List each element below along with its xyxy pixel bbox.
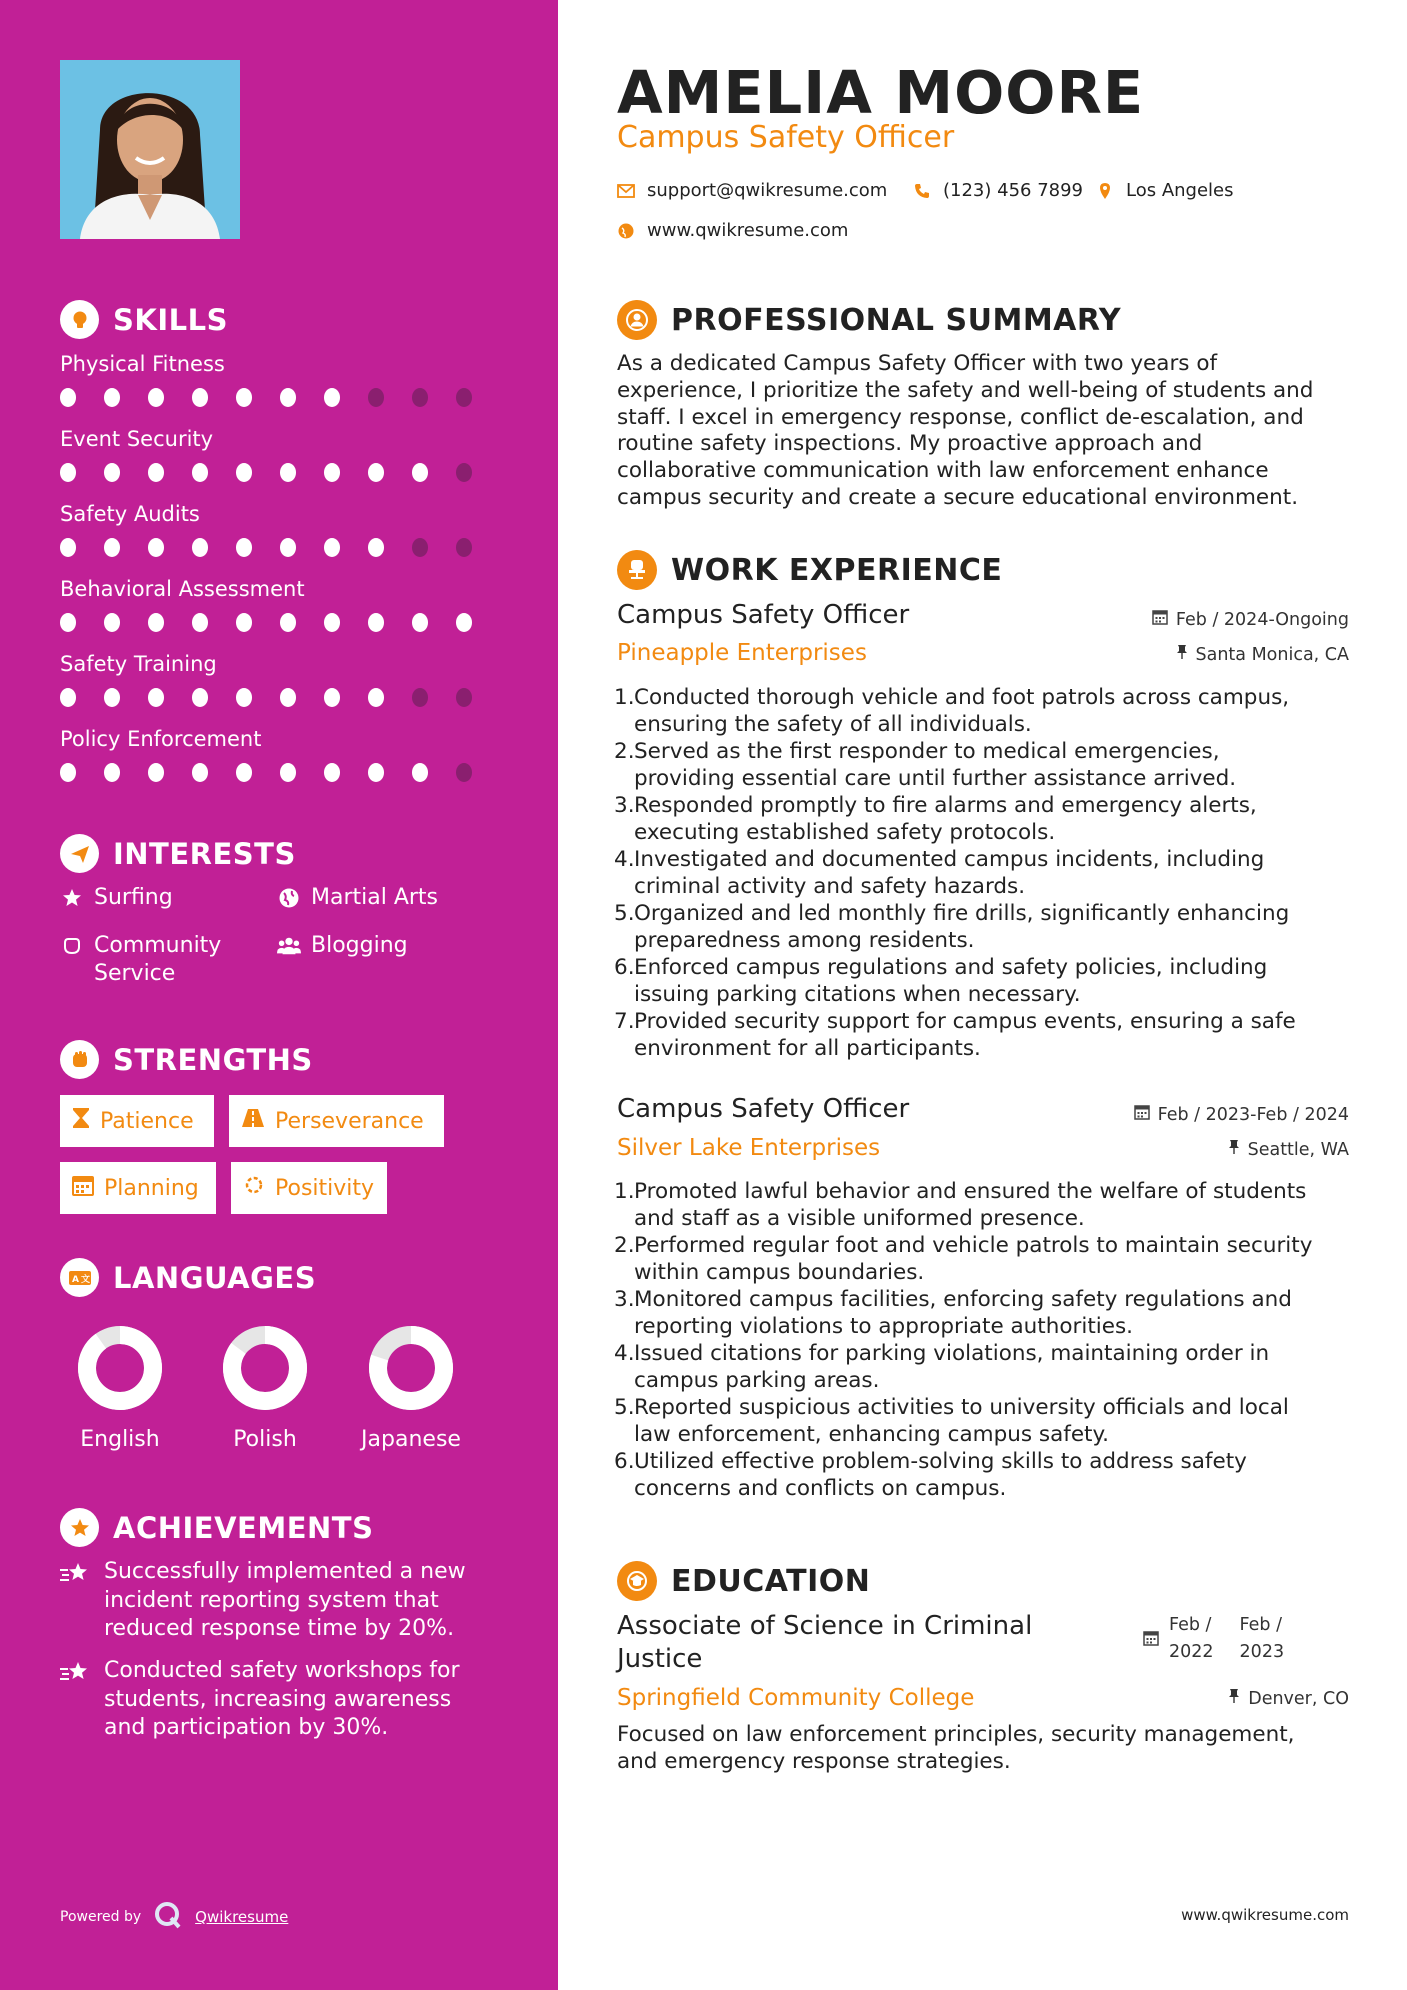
duty-line: Investigated and documented campus incidents, including <box>634 847 1265 872</box>
rating-dot-filled <box>148 463 164 482</box>
skills-heading-text: SKILLS <box>113 302 228 337</box>
duty-line: campus parking areas. <box>634 1368 880 1393</box>
rating-dot-filled <box>148 388 164 407</box>
language-item <box>351 1325 471 1452</box>
footer-url[interactable]: www.qwikresume.com <box>1181 1906 1349 1924</box>
achievement-line: Conducted safety workshops for <box>104 1658 460 1683</box>
duty-line: Conducted thorough vehicle and foot patrols across campus, <box>634 685 1290 710</box>
calendar-icon <box>1143 1628 1159 1666</box>
education-description <box>617 1722 1357 1776</box>
interests-heading-text: INTERESTS <box>113 836 296 871</box>
rating-dot-filled <box>104 388 120 407</box>
graduation-icon <box>617 1561 657 1601</box>
summary-line: campus security and create a secure educational environment. <box>617 484 1299 510</box>
pushpin-icon <box>1176 644 1188 665</box>
achievement-line: students, increasing awareness <box>104 1686 452 1712</box>
donut-fill <box>87 1335 153 1401</box>
skill-name: Policy Enforcement <box>60 727 262 751</box>
skill-item <box>60 499 500 559</box>
duty-line: concerns and conflicts on campus. <box>634 1476 1007 1501</box>
rating-dot-filled <box>280 463 296 482</box>
user-icon <box>617 300 657 340</box>
skill-rating <box>60 610 500 634</box>
duty-item <box>634 954 1362 1008</box>
language-proficiency-donut <box>60 1325 180 1411</box>
job-title: Campus Safety Officer <box>617 1094 910 1124</box>
duty-line: law enforcement, enhancing campus safety. <box>634 1422 1109 1447</box>
skill-name: Physical Fitness <box>60 352 225 376</box>
duty-item <box>634 1448 1362 1502</box>
svg-text:A: A <box>71 1274 79 1285</box>
job-duties <box>612 684 1362 1062</box>
strength-label: Patience <box>100 1108 194 1134</box>
phone-contact[interactable] <box>913 180 1083 201</box>
profile-photo <box>60 60 240 239</box>
sun-icon <box>243 1174 265 1202</box>
skill-name: Safety Training <box>60 652 217 676</box>
qwikresume-logo-icon <box>153 1900 183 1934</box>
job-dates <box>1134 1104 1349 1125</box>
skills-heading <box>60 300 228 339</box>
interest-label-line1: Community <box>94 933 222 958</box>
rating-dot-empty <box>456 763 472 782</box>
rating-dot-filled <box>324 763 340 782</box>
rating-dot-filled <box>368 463 384 482</box>
rating-dot-filled <box>60 538 76 557</box>
rating-dot-filled <box>148 613 164 632</box>
education-heading-text: EDUCATION <box>671 1563 871 1599</box>
rating-dot-filled <box>192 763 208 782</box>
duty-line: reporting violations to appropriate authorities. <box>634 1314 1133 1339</box>
rating-dot-empty <box>456 388 472 407</box>
duty-line: Provided security support for campus events, ensuring a safe <box>634 1009 1296 1034</box>
rating-dot-filled <box>280 613 296 632</box>
achievement-line: reduced response time by 20%. <box>104 1616 455 1641</box>
rating-dot-filled <box>324 613 340 632</box>
rating-dot-filled <box>324 388 340 407</box>
email-contact[interactable] <box>617 180 887 201</box>
skill-rating <box>60 535 500 559</box>
rating-dot-filled <box>412 463 428 482</box>
skill-rating <box>60 385 500 409</box>
skill-name: Event Security <box>60 427 214 451</box>
experience-heading-text: WORK EXPERIENCE <box>671 552 1003 588</box>
duty-item <box>634 1178 1362 1232</box>
strength-badge <box>231 1162 387 1214</box>
strength-label: Planning <box>104 1175 199 1201</box>
rating-dot-filled <box>104 538 120 557</box>
language-name: Japanese <box>361 1427 461 1452</box>
strength-badge <box>60 1162 216 1214</box>
duty-line: executing established safety protocols. <box>634 820 1056 845</box>
job-location-text: Seattle, WA <box>1247 1139 1349 1160</box>
rating-dot-filled <box>104 688 120 707</box>
duty-line: Reported suspicious activities to university officials and local <box>634 1395 1289 1420</box>
job-dates <box>1152 609 1349 630</box>
duty-line: Served as the first responder to medical emergencies, <box>634 739 1220 764</box>
languages-heading-text: LANGUAGES <box>113 1260 317 1295</box>
summary-line: collaborative communication with law enforcement enhance <box>617 458 1269 484</box>
duty-item <box>634 684 1362 738</box>
degree-title <box>617 1610 1032 1676</box>
education-line: and emergency response strategies. <box>617 1748 1011 1774</box>
duty-line: preparedness among residents. <box>634 928 975 953</box>
rating-dot-empty <box>412 388 428 407</box>
rating-dot-filled <box>104 613 120 632</box>
rating-dot-filled <box>236 538 252 557</box>
duty-item <box>634 1008 1362 1062</box>
duty-item <box>634 738 1362 792</box>
rating-dot-filled <box>192 688 208 707</box>
rating-dot-filled <box>236 388 252 407</box>
website-contact[interactable] <box>617 220 848 241</box>
website-text: www.qwikresume.com <box>647 220 849 241</box>
powered-by <box>60 1900 288 1934</box>
strength-badge <box>229 1095 444 1147</box>
duty-item <box>634 1394 1362 1448</box>
duty-item <box>634 1232 1362 1286</box>
rating-dot-filled <box>192 613 208 632</box>
rating-dot-filled <box>324 688 340 707</box>
svg-text:文: 文 <box>80 1274 91 1285</box>
email-text: support@qwikresume.com <box>647 180 888 201</box>
strengths-heading-text: STRENGTHS <box>113 1042 313 1077</box>
job-company: Silver Lake Enterprises <box>617 1135 881 1161</box>
rating-dot-empty <box>368 388 384 407</box>
rating-dot-filled <box>104 763 120 782</box>
interests-heading <box>60 834 296 873</box>
interest-item <box>277 884 438 912</box>
rating-dot-filled <box>368 613 384 632</box>
rating-dot-empty <box>412 688 428 707</box>
rating-dot-empty <box>456 688 472 707</box>
skill-item <box>60 424 500 484</box>
languages-heading <box>60 1258 316 1297</box>
trophy-star-icon <box>60 1508 99 1547</box>
job-location <box>1176 644 1350 665</box>
rating-dot-filled <box>412 763 428 782</box>
duty-line: criminal activity and safety hazards. <box>634 874 1026 899</box>
lightbulb-icon <box>60 300 99 339</box>
job-duties <box>612 1178 1362 1502</box>
rating-dot-filled <box>60 688 76 707</box>
degree-line: Justice <box>617 1644 703 1674</box>
duty-line: ensuring the safety of all individuals. <box>634 712 1032 737</box>
education-location <box>1228 1688 1349 1709</box>
rating-dot-filled <box>192 538 208 557</box>
achievement-text <box>104 1558 466 1644</box>
duty-line: Promoted lawful behavior and ensured the welfare of students <box>634 1179 1307 1204</box>
rating-dot-filled <box>280 538 296 557</box>
candidate-role: Campus Safety Officer <box>617 120 955 155</box>
duty-line: Performed regular foot and vehicle patrols to maintain security <box>634 1233 1313 1258</box>
school-name: Springfield Community College <box>617 1685 975 1711</box>
strength-label: Perseverance <box>275 1108 424 1134</box>
duty-item <box>634 1340 1362 1394</box>
duty-line: issuing parking citations when necessary. <box>634 982 1081 1007</box>
summary-line: routine safety inspections. My proactive approach and <box>617 431 1203 457</box>
date-line: 2023 <box>1239 1642 1285 1662</box>
education-dates <box>1143 1612 1284 1666</box>
date-line: Feb / <box>1169 1615 1212 1635</box>
rating-dot-filled <box>236 688 252 707</box>
duty-line: Utilized effective problem-solving skills to address safety <box>634 1449 1247 1474</box>
qwikresume-link[interactable]: Qwikresume <box>195 1908 289 1926</box>
job-title: Campus Safety Officer <box>617 600 910 630</box>
degree-line: Associate of Science in Criminal <box>617 1611 1033 1641</box>
star-icon <box>60 884 84 912</box>
summary-line: staff. I excel in emergency response, conflict de-escalation, and <box>617 404 1304 430</box>
achievement-line: and participation by 30%. <box>104 1715 389 1740</box>
language-proficiency-donut <box>205 1325 325 1411</box>
pushpin-icon <box>1228 1688 1240 1709</box>
rating-dot-filled <box>148 688 164 707</box>
map-pin-icon <box>1096 182 1114 200</box>
duty-line: Monitored campus facilities, enforcing safety regulations and <box>634 1287 1292 1312</box>
envelope-icon <box>617 182 635 200</box>
interest-item <box>60 932 221 988</box>
calendar-icon <box>1134 1104 1150 1125</box>
rating-dot-filled <box>280 688 296 707</box>
rating-dot-empty <box>412 538 428 557</box>
rating-dot-filled <box>104 463 120 482</box>
duty-line: environment for all participants. <box>634 1036 981 1061</box>
education-location-text: Denver, CO <box>1248 1688 1349 1709</box>
hand-icon <box>60 932 84 960</box>
paper-plane-icon <box>60 834 99 873</box>
rating-dot-filled <box>148 538 164 557</box>
strengths-heading <box>60 1040 313 1079</box>
rating-dot-filled <box>280 763 296 782</box>
achievement-line: incident reporting system that <box>104 1587 439 1613</box>
rating-dot-filled <box>236 763 252 782</box>
interest-label-line2: Service <box>94 961 176 986</box>
interest-label: Martial Arts <box>311 885 439 910</box>
interest-item <box>277 932 408 960</box>
skill-item <box>60 574 500 634</box>
pushpin-icon <box>1228 1139 1240 1160</box>
achievements-heading-text: ACHIEVEMENTS <box>113 1510 374 1545</box>
users-icon <box>277 932 301 960</box>
duty-line: within campus boundaries. <box>634 1260 925 1285</box>
powered-by-text: Powered by <box>60 1909 142 1925</box>
hourglass-icon <box>72 1107 90 1135</box>
interest-label: Surfing <box>94 885 173 910</box>
globe-icon <box>617 222 635 240</box>
rating-dot-filled <box>60 613 76 632</box>
duty-item <box>634 792 1362 846</box>
job-location-text: Santa Monica, CA <box>1195 644 1349 665</box>
summary-heading-text: PROFESSIONAL SUMMARY <box>671 302 1122 338</box>
rating-dot-filled <box>60 463 76 482</box>
experience-heading <box>617 550 1002 590</box>
rating-dot-filled <box>368 538 384 557</box>
summary-line: As a dedicated Campus Safety Officer with two years of <box>617 351 1218 376</box>
duty-line: Issued citations for parking violations, maintaining order in <box>634 1341 1270 1366</box>
duty-item <box>634 846 1362 900</box>
calendar-icon <box>1152 609 1168 630</box>
skill-item <box>60 724 500 784</box>
location-text: Los Angeles <box>1126 180 1234 201</box>
skill-name: Behavioral Assessment <box>60 577 305 601</box>
duty-line: Responded promptly to fire alarms and emergency alerts, <box>634 793 1257 818</box>
rating-dot-filled <box>192 388 208 407</box>
shooting-star-icon <box>60 1558 92 1644</box>
rating-dot-filled <box>368 688 384 707</box>
rating-dot-filled <box>324 538 340 557</box>
language-name: English <box>80 1427 160 1452</box>
interest-label <box>94 932 221 988</box>
language-proficiency-donut <box>351 1325 471 1411</box>
date-line: Feb / <box>1239 1615 1282 1635</box>
language-name: Polish <box>233 1427 297 1452</box>
achievement-text <box>104 1657 460 1743</box>
achievement-line: Successfully implemented a new <box>104 1559 466 1584</box>
rating-dot-filled <box>60 763 76 782</box>
strength-label: Positivity <box>275 1175 375 1201</box>
rating-dot-filled <box>412 613 428 632</box>
duty-item <box>634 900 1362 954</box>
rating-dot-filled <box>60 388 76 407</box>
duty-line: Organized and led monthly fire drills, significantly enhancing <box>634 901 1290 926</box>
skill-rating <box>60 685 500 709</box>
duty-line: providing essential care until further assistance arrived. <box>634 766 1237 791</box>
education-start-date <box>1169 1612 1214 1666</box>
rating-dot-empty <box>456 463 472 482</box>
rating-dot-empty <box>456 538 472 557</box>
translate-icon <box>60 1258 99 1297</box>
shooting-star-icon <box>60 1657 92 1743</box>
skill-item <box>60 349 500 409</box>
achievements-heading <box>60 1508 373 1547</box>
achievement-item <box>60 1657 500 1743</box>
date-line: 2022 <box>1169 1642 1214 1662</box>
rating-dot-filled <box>280 388 296 407</box>
duty-item <box>634 1286 1362 1340</box>
job-location <box>1228 1139 1349 1160</box>
skill-item <box>60 649 500 709</box>
rating-dot-filled <box>148 763 164 782</box>
language-item <box>60 1325 180 1452</box>
job-company: Pineapple Enterprises <box>617 640 867 666</box>
rating-dot-filled <box>236 613 252 632</box>
education-heading <box>617 1561 870 1601</box>
rating-dot-filled <box>324 463 340 482</box>
candidate-name: AMELIA MOORE <box>617 58 1145 127</box>
rating-dot-filled <box>236 463 252 482</box>
job-dates-text: Feb / 2023-Feb / 2024 <box>1157 1104 1349 1125</box>
globe-icon <box>277 884 301 912</box>
education-line: Focused on law enforcement principles, security management, <box>617 1722 1295 1747</box>
skill-rating <box>60 760 500 784</box>
summary-line: experience, I prioritize the safety and well-being of students and <box>617 377 1314 403</box>
skill-name: Safety Audits <box>60 502 200 526</box>
interest-item <box>60 884 173 912</box>
rating-dot-filled <box>192 463 208 482</box>
job-dates-text: Feb / 2024-Ongoing <box>1175 609 1349 630</box>
duty-line: and staff as a visible uniformed presence. <box>634 1206 1085 1231</box>
fist-icon <box>60 1040 99 1079</box>
briefcase-chair-icon <box>617 550 657 590</box>
rating-dot-filled <box>456 613 472 632</box>
duty-line: Enforced campus regulations and safety policies, including <box>634 955 1268 980</box>
phone-text: (123) 456 7899 <box>943 180 1084 201</box>
strength-badge <box>60 1095 214 1147</box>
summary-text <box>617 351 1357 512</box>
rating-dot-filled <box>368 763 384 782</box>
summary-heading <box>617 300 1121 340</box>
calendar-icon <box>72 1174 94 1202</box>
sidebar <box>0 0 558 1990</box>
education-end-date <box>1240 1612 1285 1666</box>
language-item <box>205 1325 325 1452</box>
road-icon <box>241 1108 265 1134</box>
skill-rating <box>60 460 500 484</box>
location-contact <box>1096 180 1234 201</box>
achievement-item <box>60 1558 500 1644</box>
phone-icon <box>913 182 931 200</box>
interest-label: Blogging <box>311 933 408 958</box>
